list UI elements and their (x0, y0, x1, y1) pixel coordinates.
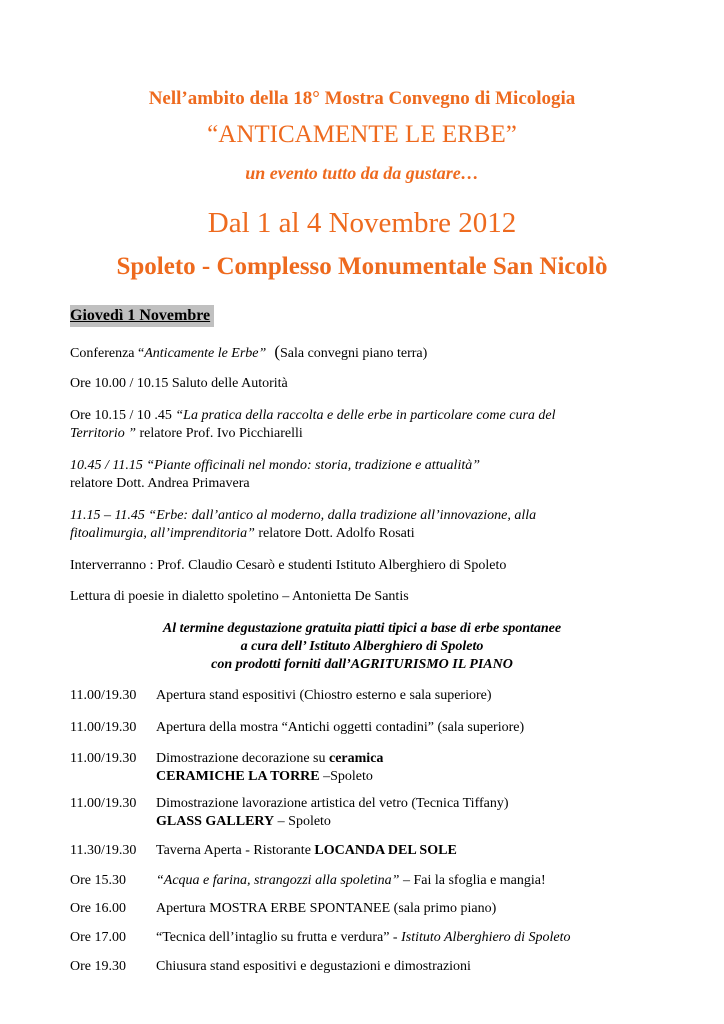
schedule-row (70, 750, 383, 768)
event-subtitle: un evento tutto da da gustare… (245, 163, 479, 183)
talk3-title-a: 11.15 – 11.45 “Erbe: dall’antico al moderno, dalla tradizione all’innovazione, alla (70, 508, 537, 523)
schedule-bold: LOCANDA DEL SOLE (314, 843, 457, 858)
schedule-row (70, 719, 524, 737)
schedule-time: 11.00/19.30 (70, 796, 137, 811)
talk3-title-b: fitoalimurgia, all’imprenditoria” (70, 526, 259, 541)
schedule-text: Chiusura stand espositivi e degustazioni e dimostrazioni (156, 959, 471, 974)
day-heading: Giovedì 1 Novembre (70, 305, 214, 327)
schedule-text: Dimostrazione decorazione su (156, 751, 329, 766)
schedule-row (70, 842, 457, 860)
schedule-row-cont (156, 813, 331, 831)
schedule-row (70, 958, 471, 976)
schedule-text: Apertura stand espositivi (Chiostro esterno e sala superiore) (156, 688, 492, 703)
speakers-line: Interverranno : Prof. Claudio Cesarò e studenti Istituto Alberghiero di Spoleto (70, 558, 507, 573)
schedule-time: 11.30/19.30 (70, 843, 137, 858)
event-dates: Dal 1 al 4 Novembre 2012 (207, 207, 517, 239)
schedule-text: – Fai la sfoglia e mangia! (402, 873, 546, 888)
schedule-row (70, 900, 496, 918)
conference-line (70, 343, 427, 363)
talk2-title: 10.45 / 11.15 “Piante officinali nel mondo: storia, tradizione e attualità” (70, 458, 481, 473)
schedule-time: 11.00/19.30 (70, 688, 137, 703)
schedule-text: Apertura della mostra “Antichi oggetti contadini” (sala superiore) (156, 720, 525, 735)
talk1-title-b: Territorio ” (70, 426, 140, 441)
schedule-bold: CERAMICHE LA TORRE (156, 769, 320, 784)
talk1-speaker: relatore Prof. Ivo Picchiarelli (139, 426, 303, 441)
schedule-time: 11.00/19.30 (70, 720, 137, 735)
schedule-row (70, 687, 492, 705)
schedule-text: Dimostrazione lavorazione artistica del vetro (Tecnica Tiffany) (156, 796, 509, 811)
talk1-line2 (70, 425, 303, 443)
conference-prefix: Conferenza “ (70, 346, 145, 361)
conference-location: Sala convegni piano terra) (279, 346, 428, 361)
talk1-line1 (70, 407, 556, 425)
schedule-time: Ore 16.00 (70, 901, 126, 916)
tasting-line2: a cura dell’ Istituto Alberghiero di Spoleto (240, 639, 484, 654)
tasting-line1: Al termine degustazione gratuita piatti tipici a base di erbe spontanee (162, 621, 562, 636)
schedule-time: Ore 19.30 (70, 959, 126, 974)
talk1-time: Ore 10.15 / 10 .45 (70, 408, 176, 423)
welcome-line: Ore 10.00 / 10.15 Saluto delle Autorità (70, 376, 288, 391)
schedule-row (70, 929, 571, 947)
talk2-speaker: relatore Dott. Andrea Primavera (70, 476, 250, 491)
schedule-italic: “Acqua e farina, strangozzi alla spoletina” (156, 873, 403, 888)
schedule-text: –Spoleto (319, 769, 373, 784)
schedule-time: Ore 15.30 (70, 873, 126, 888)
schedule-row (70, 872, 546, 890)
poetry-line: Lettura di poesie in dialetto spoletino – Antonietta De Santis (70, 589, 409, 604)
talk3-line2 (70, 525, 415, 543)
tasting-line3: con prodotti forniti dall’AGRITURISMO IL PIANO (211, 657, 513, 672)
event-title: “ANTICAMENTE LE ERBE” (207, 121, 517, 148)
talk1-title-a: “La pratica della raccolta e delle erbe in particolare come cura del (175, 408, 556, 423)
schedule-bold: GLASS GALLERY (156, 814, 275, 829)
schedule-time: 11.00/19.30 (70, 751, 137, 766)
talk3-speaker: relatore Dott. Adolfo Rosati (258, 526, 415, 541)
schedule-time: Ore 17.00 (70, 930, 126, 945)
conference-title: Anticamente le Erbe” (144, 346, 267, 361)
schedule-italic: Istituto Alberghiero di Spoleto (401, 930, 571, 945)
event-venue: Spoleto - Complesso Monumentale San Nicolò (116, 253, 608, 280)
schedule-text: Taverna Aperta - Ristorante (156, 843, 315, 858)
schedule-text: Apertura MOSTRA ERBE SPONTANEE (sala primo piano) (156, 901, 497, 916)
schedule-row (70, 795, 509, 813)
schedule-bold: ceramica (329, 751, 384, 766)
schedule-text: “Tecnica dell’intaglio su frutta e verdura” - (156, 930, 402, 945)
intro-line: Nell’ambito della 18° Mostra Convegno di Micologia (148, 88, 576, 109)
schedule-text: – Spoleto (274, 814, 331, 829)
conference-paren: ( (274, 342, 280, 361)
schedule-row-cont (156, 768, 373, 786)
